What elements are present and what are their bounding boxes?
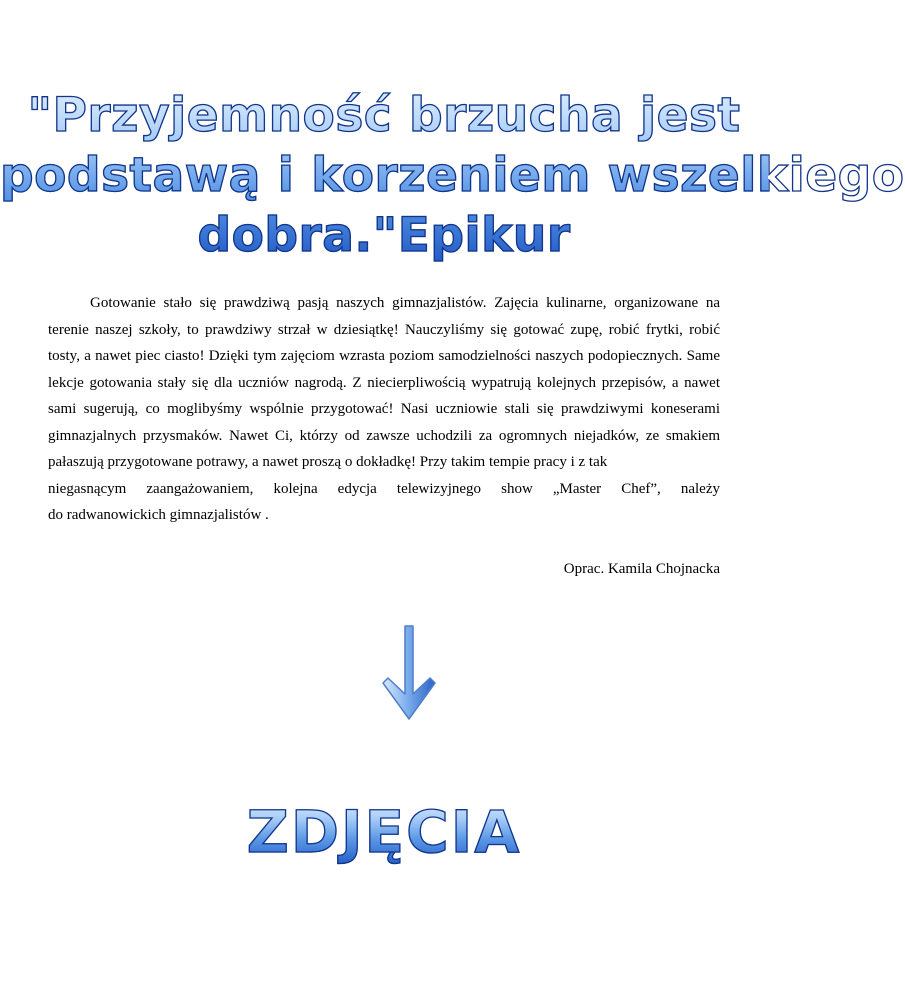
- photos-heading: ZDJĘCIA: [0, 797, 768, 867]
- title-line-1: "Przyjemność brzucha jest: [27, 88, 741, 143]
- arrow-down-icon: [380, 624, 438, 722]
- author-credit: Oprac. Kamila Chojnacka: [563, 561, 720, 577]
- title-wordart: [0, 86, 905, 266]
- article-paragraph: Gotowanie stało się prawdziwą pasją naszych gimnazjalistów. Zajęcia kulinarne, organizowane na terenie naszej szkoły, to prawdziwy strzał w dziesiątkę! Nauczyliśmy się gotować zupę, robić frytki, robić tosty, a nawet piec ciasto! Dzięki tym zajęciom wzrasta poziom samodzielności naszych podopiecznych. Same lekcje gotowania stały się dla uczniów nagrodą. Z niecierpliwością wypatrują kolejnych przepisów, a nawet sami sugerują, co moglibyśmy wspólnie przygotować! Nasi uczniowie stali się prawdziwymi koneserami gimnazjalnych przysmaków. Nawet Ci, którzy od zawsze uchodzili za ogromnych niejadków, ze smakiem pałaszują przygotowane potrawy, a nawet proszą o dokładkę! Przy takim tempie pracy i z tak: [48, 295, 720, 470]
- article-paragraph-spread-line: niegasnącym zaangażowaniem, kolejna edycja telewizyjnego show „Master Chef”, należy: [48, 480, 720, 497]
- title-line-2: podstawą i korzeniem wszelkiego: [0, 148, 905, 203]
- article-paragraph-last-line: do radwanowickich gimnazjalistów .: [48, 507, 269, 523]
- title-line-3: dobra."Epikur: [197, 208, 571, 263]
- article-body: [48, 290, 720, 529]
